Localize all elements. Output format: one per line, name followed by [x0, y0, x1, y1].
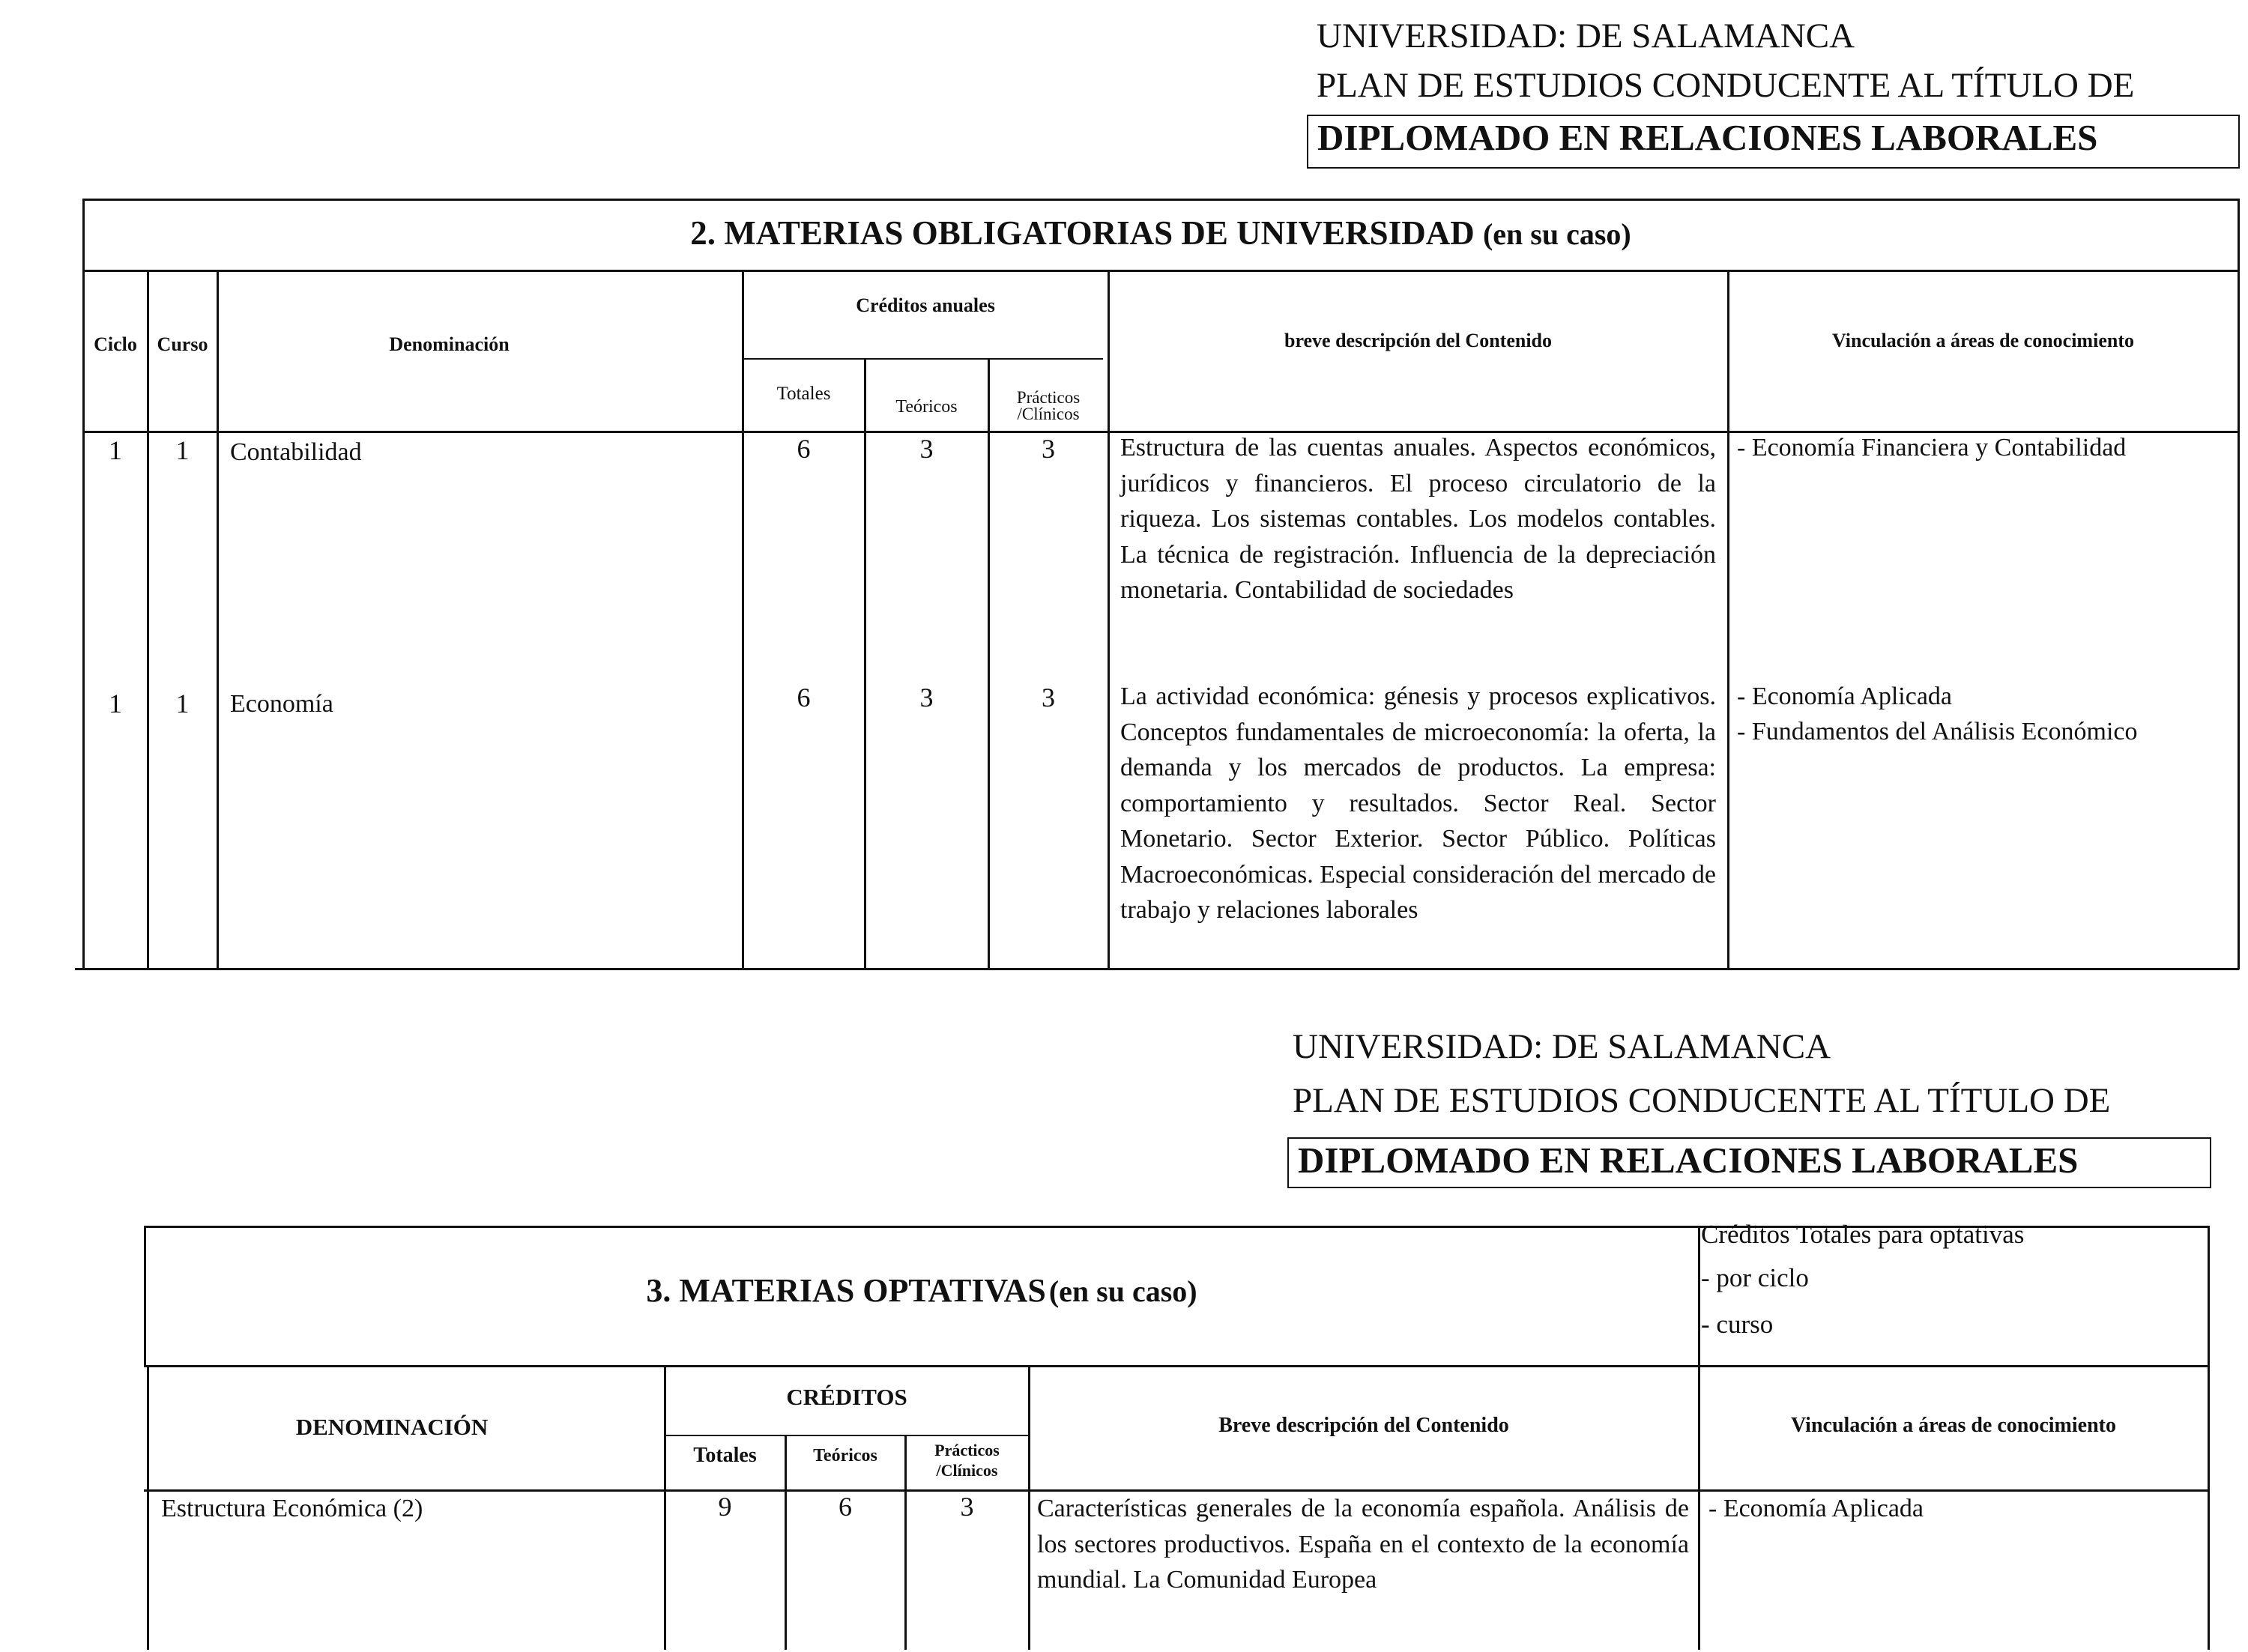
- row-descripcion: Características generales de la economía española. Análisis de los sectores productivos. España en el contexto de la economía mundial. La Comunidad Europea: [1037, 1495, 1689, 1594]
- section3-title-main: 3. MATERIAS OPTATIVAS: [646, 1272, 1046, 1309]
- row-curso: 1: [175, 435, 190, 465]
- optativas-curso: - curso: [1701, 1310, 1774, 1339]
- header-practicos: Prácticos /Clínicos: [934, 1441, 1000, 1480]
- row-denominacion: Contabilidad: [230, 438, 362, 466]
- row-practicos: 3: [1042, 683, 1055, 712]
- row-area: - Economía Aplicada: [1708, 1495, 1924, 1522]
- section3-title-suffix: (en su caso): [1048, 1274, 1197, 1308]
- header-curso: Curso: [157, 333, 208, 355]
- row-denominacion: Estructura Económica (2): [161, 1495, 423, 1522]
- section2-title-suffix: (en su caso): [1482, 217, 1631, 251]
- header-teoricos: Teóricos: [813, 1446, 877, 1465]
- row-totales: 6: [797, 434, 811, 464]
- row-practicos: 3: [1042, 434, 1055, 464]
- section2-title: [82, 214, 2239, 252]
- header-creditos-anuales: Créditos anuales: [856, 294, 995, 316]
- header-denominacion: DENOMINACIÓN: [295, 1414, 489, 1440]
- row-practicos: 3: [960, 1492, 974, 1522]
- degree-title: DIPLOMADO EN RELACIONES LABORALES: [1298, 1140, 2079, 1181]
- plan-heading: PLAN DE ESTUDIOS CONDUCENTE AL TÍTULO DE: [1293, 1081, 2111, 1120]
- header-totales: Totales: [776, 384, 831, 404]
- optativas-credits-label: Créditos Totales para optativas: [1701, 1220, 2025, 1249]
- header-descripcion: breve descripción del Contenido: [1284, 330, 1553, 351]
- header-vinculacion: Vinculación a áreas de conocimiento: [1791, 1414, 2116, 1437]
- row-ciclo: 1: [109, 689, 122, 718]
- row-area: - Economía Aplicada: [1737, 683, 1953, 710]
- header-teoricos: Teóricos: [895, 397, 958, 417]
- row-teoricos: 6: [839, 1492, 852, 1522]
- row-teoricos: 3: [919, 434, 934, 464]
- optativas-por-ciclo: - por ciclo: [1701, 1263, 1809, 1292]
- row-totales: 6: [797, 683, 811, 712]
- degree-title-box: [1307, 115, 2240, 169]
- row-curso: 1: [175, 689, 190, 718]
- university-heading: UNIVERSIDAD: DE SALAMANCA: [1293, 1027, 1831, 1066]
- row-descripcion: Estructura de las cuentas anuales. Aspectos económicos, jurídicos y financieros. El proceso circulatorio de la riqueza. Los sistemas contables. Los modelos contables. La técnica de registración. Influencia de la depreciación monetaria. Contabilidad de sociedades: [1120, 434, 1716, 604]
- header-descripcion: Breve descripción del Contenido: [1218, 1414, 1509, 1437]
- header-vinculacion: Vinculación a áreas de conocimiento: [1832, 330, 2134, 351]
- section3-title: [145, 1271, 1698, 1310]
- row-teoricos: 3: [919, 683, 934, 712]
- row-totales: 9: [718, 1492, 732, 1522]
- header-totales: Totales: [693, 1444, 757, 1467]
- row-area: - Economía Financiera y Contabilidad: [1737, 434, 2127, 462]
- university-heading: UNIVERSIDAD: DE SALAMANCA: [1317, 16, 1855, 55]
- degree-title: DIPLOMADO EN RELACIONES LABORALES: [1317, 117, 2098, 158]
- plan-heading: PLAN DE ESTUDIOS CONDUCENTE AL TÍTULO DE: [1317, 66, 2135, 105]
- row-ciclo: 1: [109, 435, 122, 465]
- row-area: - Fundamentos del Análisis Económico: [1737, 718, 2138, 745]
- header-denominacion: Denominación: [389, 333, 510, 355]
- row-descripcion: La actividad económica: génesis y procesos explicativos. Conceptos fundamentales de microeconomía: la oferta, la demanda y los mercados de productos. La empresa: comportamiento y resultados. Sector Real. Sector Monetario. Sector Exterior. Sector Público. Políticas Macroeconómicas. Especial consideración del mercado de trabajo y relaciones laborales: [1120, 683, 1716, 924]
- header-ciclo: Ciclo: [94, 333, 137, 355]
- degree-title-box: [1287, 1137, 2211, 1188]
- row-denominacion: Economía: [230, 690, 333, 718]
- header-practicos: Prácticos /Clínicos: [1016, 390, 1081, 423]
- section2-title-main: 2. MATERIAS OBLIGATORIAS DE UNIVERSIDAD: [690, 214, 1475, 252]
- header-creditos: CRÉDITOS: [786, 1384, 907, 1410]
